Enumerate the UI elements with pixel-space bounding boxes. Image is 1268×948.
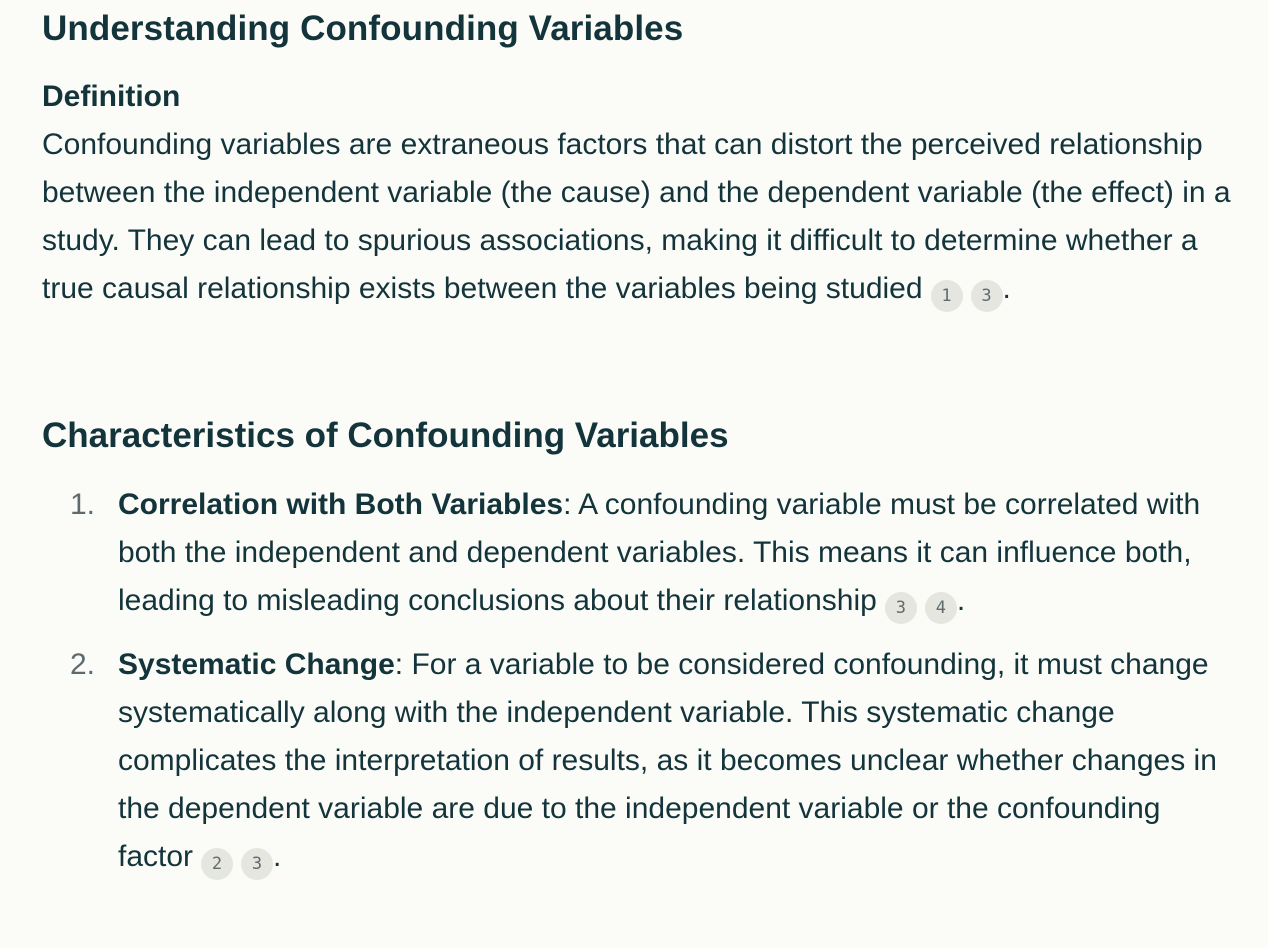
definition-period: . — [1002, 272, 1011, 305]
list-item-period: . — [956, 584, 966, 617]
list-item-text: : A confounding variable must be correlated with both the independent and dependent variables. This means it can influence both, leading to misleading conclusions about their relationship — [118, 488, 1201, 617]
list-item-text: : For a variable to be considered confounding, it must change systematically along with the independent variable. This systematic change complicates the interpretation of results, as it becomes unclear whether changes in the dependent variable are due to the independent variable or the confounding factor — [118, 648, 1217, 873]
definition-heading: Definition — [42, 80, 181, 113]
citation-badge[interactable]: 2 — [201, 848, 233, 880]
list-item-content — [118, 648, 1217, 873]
characteristics-heading: Characteristics of Confounding Variables — [42, 416, 729, 455]
list-item-number: 1. — [70, 488, 96, 521]
page-title: Understanding Confounding Variables — [42, 9, 684, 48]
citation-badge[interactable]: 4 — [925, 592, 957, 624]
list-item-content — [118, 488, 1200, 617]
characteristics-list — [0, 481, 1268, 897]
citation-badge[interactable]: 3 — [241, 848, 273, 880]
citation-badge[interactable]: 3 — [971, 280, 1003, 312]
definition-paragraph — [42, 121, 1242, 313]
list-item-term: Systematic Change — [118, 648, 395, 681]
citation-badge[interactable]: 3 — [885, 592, 917, 624]
list-item — [0, 481, 1238, 625]
citation-badge[interactable]: 1 — [931, 280, 963, 312]
list-item-period: . — [273, 840, 282, 873]
list-item-number: 2. — [70, 648, 96, 681]
definition-text: Confounding variables are extraneous factors that can distort the perceived relationship between the independent variable (the cause) and the dependent variable (the effect) in a study. They can lead to spurious associations, making it difficult to determine whether a true causal relationship exists between the variables being studied — [42, 128, 1231, 305]
list-item-term: Correlation with Both Variables — [118, 488, 564, 521]
list-item — [0, 641, 1238, 881]
